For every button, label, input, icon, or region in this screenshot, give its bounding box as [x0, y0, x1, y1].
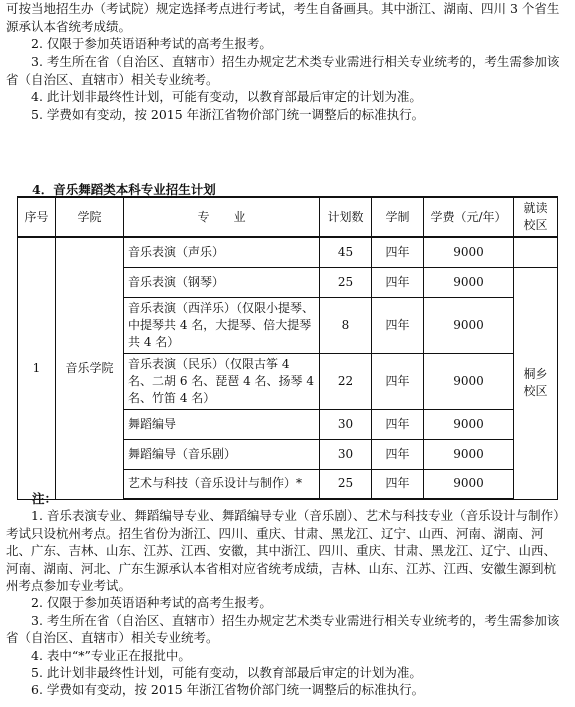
fee-cell: 9000 [424, 237, 514, 267]
quota-cell: 45 [320, 237, 372, 267]
fee-cell: 9000 [424, 439, 514, 469]
notes-block [6, 490, 566, 699]
notes-label: 注： [32, 491, 58, 506]
quota-cell: 8 [320, 297, 372, 353]
major-cell: 音乐表演（钢琴） [124, 267, 320, 297]
top-note-5: 5. 学费如有变动，按 2015 年浙江省物价部门统一调整后的标准执行。 [31, 107, 425, 122]
top-note-4: 4. 此计划非最终性计划，可能有变动，以教育部最后审定的计划为准。 [31, 89, 422, 104]
major-cell: 音乐表演（声乐） [124, 237, 320, 267]
note-item: 1. 音乐表演专业、舞蹈编导专业、舞蹈编导专业（音乐剧）、艺术与科技专业（音乐设计与制作）考试只设杭州考点。招生省份为浙江、四川、重庆、甘肃、黑龙江、辽宁、山西、河南、湖南、河北、广东、吉林、山东、江苏、江西、安徽，其中浙江、四川、重庆、甘肃、黑龙江、辽宁、山西、河南、湖南、河北、广东生源承认本省相对应省统考成绩，吉林、山东、江苏、江西、安徽生源到杭州考点参加专业考试。 [6, 508, 566, 594]
fee-cell: 9000 [424, 353, 514, 409]
quota-cell: 25 [320, 469, 372, 499]
college-cell: 音乐学院 [56, 237, 124, 499]
top-note-continuation: 可按当地招生办（考试院）规定选择考点进行考试，考生自备画具。其中浙江、湖南、四川 3 个省生源承认本省统考成绩。 [6, 1, 560, 34]
header-quota: 计划数 [320, 197, 372, 237]
enrollment-plan-table [17, 196, 558, 500]
header-duration: 学制 [372, 197, 424, 237]
note-item: 4. 表中“*”专业正在报批中。 [31, 647, 191, 663]
duration-cell: 四年 [372, 237, 424, 267]
fee-cell: 9000 [424, 409, 514, 439]
note-item: 2. 仅限于参加英语语种考试的高考生报考。 [31, 595, 272, 611]
campus-cell-blank [514, 237, 558, 267]
quota-cell: 22 [320, 353, 372, 409]
section-title: 4．音乐舞蹈类本科专业招生计划 [32, 182, 216, 197]
major-cell: 音乐表演（西洋乐）（仅限小提琴、中提琴共 4 名，大提琴、倍大提琴共 4 名） [124, 297, 320, 353]
quota-cell: 30 [320, 439, 372, 469]
major-cell: 舞蹈编导 [124, 409, 320, 439]
header-college: 学院 [56, 197, 124, 237]
header-major: 专 业 [124, 197, 320, 237]
table-header-row [18, 197, 558, 237]
campus-cell: 桐乡校区 [514, 267, 558, 499]
duration-cell: 四年 [372, 439, 424, 469]
duration-cell: 四年 [372, 297, 424, 353]
fee-cell: 9000 [424, 297, 514, 353]
top-note-3: 3. 考生所在省（自治区、直辖市）招生办规定艺术类专业需进行相关专业统考的，考生需参加该省（自治区、直辖市）相关专业统考。 [6, 54, 560, 87]
note-item: 3. 考生所在省（自治区、直辖市）招生办规定艺术类专业需进行相关专业统考的，考生需参加该省（自治区、直辖市）相关专业统考。 [6, 612, 560, 646]
major-cell: 音乐表演（民乐）（仅限古筝 4 名、二胡 6 名、琵琶 4 名、扬琴 4 名、竹笛 4 名） [124, 353, 320, 409]
note-item: 5. 此计划非最终性计划，可能有变动，以教育部最后审定的计划为准。 [31, 665, 422, 681]
fee-cell: 9000 [424, 267, 514, 297]
table-row [18, 237, 558, 267]
header-seq: 序号 [18, 197, 56, 237]
duration-cell: 四年 [372, 469, 424, 499]
header-fee: 学费（元/年） [424, 197, 514, 237]
major-cell: 舞蹈编导（音乐剧） [124, 439, 320, 469]
fee-cell: 9000 [424, 469, 514, 499]
quota-cell: 30 [320, 409, 372, 439]
duration-cell: 四年 [372, 267, 424, 297]
seq-cell: 1 [18, 237, 56, 499]
header-campus: 就读校区 [514, 197, 558, 237]
top-note-2: 2. 仅限于参加英语语种考试的高考生报考。 [31, 36, 272, 51]
major-cell: 艺术与科技（音乐设计与制作）* [124, 469, 320, 499]
quota-cell: 25 [320, 267, 372, 297]
duration-cell: 四年 [372, 409, 424, 439]
duration-cell: 四年 [372, 353, 424, 409]
note-item: 6. 学费如有变动，按 2015 年浙江省物价部门统一调整后的标准执行。 [31, 682, 425, 698]
